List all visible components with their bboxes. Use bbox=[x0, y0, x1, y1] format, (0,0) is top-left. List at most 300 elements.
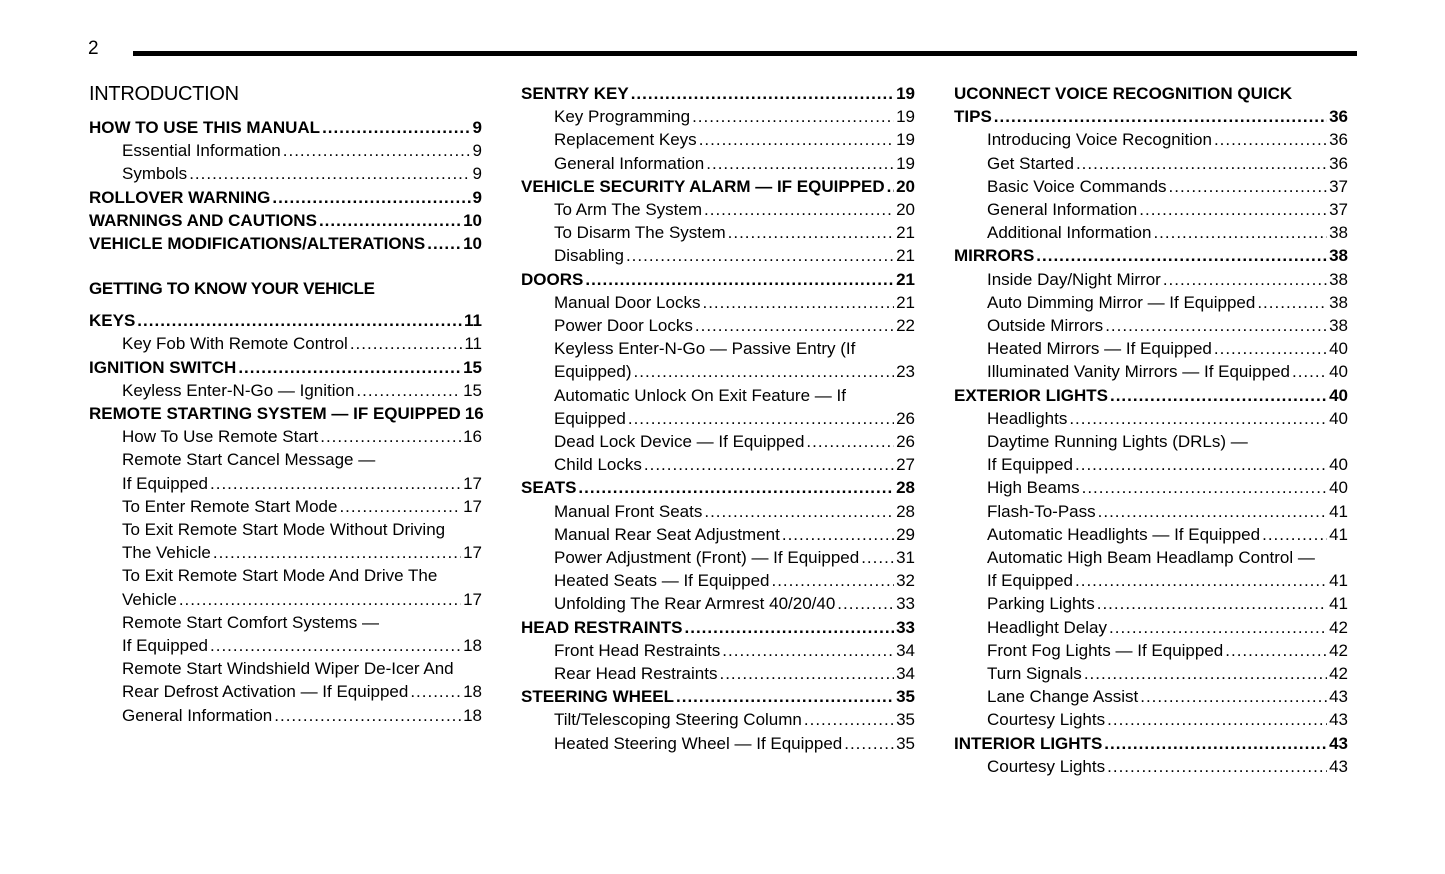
dot-leader bbox=[702, 291, 894, 314]
toc-entry-page: 11 bbox=[464, 311, 482, 331]
toc-entry-page: 43 bbox=[1329, 756, 1348, 776]
toc-entry[interactable] bbox=[521, 105, 915, 128]
toc-entry-page: 38 bbox=[1329, 269, 1348, 289]
dot-leader bbox=[1214, 128, 1327, 151]
toc-entry-label: Rear Head Restraints bbox=[554, 664, 718, 684]
toc-entry-label: If Equipped bbox=[987, 571, 1074, 591]
toc-entry-page: 18 bbox=[463, 682, 482, 702]
dot-leader bbox=[320, 425, 461, 448]
toc-entry-page: 40 bbox=[1329, 408, 1348, 428]
toc-entry-label: Manual Door Locks bbox=[554, 292, 701, 312]
toc-entry[interactable] bbox=[89, 588, 482, 611]
toc-entry-label: How To Use Remote Start bbox=[122, 427, 319, 447]
toc-entry-label: Additional Information bbox=[987, 223, 1152, 243]
toc-entry-label: Key Programming bbox=[554, 107, 691, 127]
toc-entry-page: 17 bbox=[463, 496, 482, 516]
toc-entry[interactable] bbox=[89, 402, 482, 425]
toc-entry-label: Outside Mirrors bbox=[987, 316, 1104, 336]
dot-leader bbox=[837, 592, 894, 615]
toc-entry-page: 21 bbox=[896, 292, 915, 312]
dot-leader bbox=[1139, 198, 1327, 221]
toc-entry-page: 10 bbox=[463, 234, 482, 254]
dot-leader bbox=[861, 546, 894, 569]
toc-entry-label: If Equipped bbox=[987, 455, 1074, 475]
toc-entry[interactable] bbox=[954, 221, 1348, 244]
toc-entry-label: Introducing Voice Recognition bbox=[987, 130, 1212, 150]
toc-entry-label: Courtesy Lights bbox=[987, 710, 1106, 730]
dot-leader bbox=[1036, 244, 1327, 267]
dot-leader bbox=[782, 523, 894, 546]
toc-entry-label: Equipped bbox=[554, 408, 626, 428]
toc-entry-page: 41 bbox=[1329, 524, 1348, 544]
toc-entry-line[interactable]: Keyless Enter-N-Go — Passive Entry (If bbox=[554, 339, 856, 359]
toc-entry-label: The Vehicle bbox=[122, 543, 211, 563]
dot-leader bbox=[994, 105, 1327, 128]
toc-entry-page: 42 bbox=[1329, 617, 1348, 637]
toc-entry-page: 38 bbox=[1329, 316, 1348, 336]
toc-entry[interactable] bbox=[954, 569, 1348, 592]
toc-entry[interactable] bbox=[521, 453, 915, 476]
toc-entry[interactable] bbox=[89, 116, 482, 139]
toc-entry-label: Dead Lock Device — If Equipped bbox=[554, 432, 805, 452]
dot-leader bbox=[887, 175, 894, 198]
toc-entry-label: IGNITION SWITCH bbox=[89, 357, 237, 377]
toc-entry[interactable] bbox=[89, 232, 482, 255]
toc-entry-label: KEYS bbox=[89, 311, 136, 331]
toc-entry-page: 16 bbox=[464, 404, 484, 424]
toc-entry-label: To Arm The System bbox=[554, 200, 703, 220]
toc-entry-page: 9 bbox=[472, 187, 482, 207]
toc-entry[interactable] bbox=[954, 291, 1348, 314]
toc-entry[interactable] bbox=[521, 500, 915, 523]
toc-entry[interactable] bbox=[954, 337, 1348, 360]
toc-entry-label: Child Locks bbox=[554, 455, 642, 475]
dot-leader bbox=[238, 356, 461, 379]
toc-entry-label: WARNINGS AND CAUTIONS bbox=[89, 210, 317, 230]
toc-entry-label: VEHICLE SECURITY ALARM — IF EQUIPPED bbox=[521, 176, 885, 196]
toc-entry[interactable] bbox=[954, 453, 1348, 476]
toc-entry[interactable] bbox=[521, 152, 915, 175]
dot-leader bbox=[676, 685, 894, 708]
dot-leader bbox=[728, 221, 894, 244]
toc-entry-page: 35 bbox=[896, 710, 915, 730]
toc-entry-page: 34 bbox=[896, 640, 915, 660]
dot-leader bbox=[719, 662, 894, 685]
dot-leader bbox=[350, 332, 463, 355]
toc-entry-page: 9 bbox=[472, 118, 482, 137]
toc-entry[interactable] bbox=[89, 634, 482, 657]
dot-leader bbox=[771, 569, 894, 592]
toc-entry-page: 19 bbox=[896, 107, 915, 127]
toc-entry[interactable] bbox=[521, 198, 915, 221]
toc-entry-page: 41 bbox=[1329, 501, 1348, 521]
toc-entry[interactable] bbox=[89, 541, 482, 564]
toc-entry-page: 28 bbox=[896, 501, 915, 521]
toc-entry-page: 41 bbox=[1329, 571, 1348, 591]
toc-entry[interactable] bbox=[954, 175, 1348, 198]
toc-entry[interactable] bbox=[521, 128, 915, 151]
toc-entry[interactable] bbox=[954, 523, 1348, 546]
toc-entry[interactable] bbox=[89, 704, 482, 727]
toc-entry[interactable] bbox=[521, 291, 915, 314]
dot-leader bbox=[1069, 407, 1327, 430]
toc-entry[interactable] bbox=[89, 139, 482, 162]
toc-entry-label: To Disarm The System bbox=[554, 223, 726, 243]
toc-entry-label: SEATS bbox=[521, 478, 577, 498]
dot-leader bbox=[1076, 152, 1327, 175]
toc-entry[interactable] bbox=[521, 476, 915, 499]
toc-entry-page: 21 bbox=[896, 246, 915, 266]
toc-entry[interactable] bbox=[521, 685, 915, 708]
toc-entry-page: 19 bbox=[896, 130, 915, 150]
toc-entry[interactable] bbox=[954, 685, 1348, 708]
dot-leader bbox=[585, 268, 894, 291]
dot-leader bbox=[189, 162, 470, 185]
dot-leader bbox=[1109, 616, 1327, 639]
toc-entry-page: 27 bbox=[896, 455, 915, 475]
dot-leader bbox=[722, 639, 894, 662]
toc-entry[interactable] bbox=[954, 500, 1348, 523]
dot-leader bbox=[706, 152, 894, 175]
toc-entry[interactable] bbox=[954, 662, 1348, 685]
toc-entry[interactable] bbox=[954, 592, 1348, 615]
dot-leader bbox=[272, 186, 470, 209]
dot-leader bbox=[1257, 291, 1327, 314]
toc-entry-page: 18 bbox=[463, 705, 482, 725]
toc-entry-label: Courtesy Lights bbox=[987, 756, 1106, 776]
toc-entry-page: 20 bbox=[896, 176, 915, 196]
toc-entry[interactable] bbox=[521, 523, 915, 546]
header-rule bbox=[133, 51, 1357, 56]
toc-entry-page: 40 bbox=[1329, 362, 1348, 382]
toc-entry-label: Key Fob With Remote Control bbox=[122, 334, 348, 354]
toc-entry[interactable] bbox=[954, 616, 1348, 639]
toc-entry-page: 42 bbox=[1329, 640, 1348, 660]
toc-entry[interactable] bbox=[954, 476, 1348, 499]
toc-entry-page: 23 bbox=[896, 362, 915, 382]
toc-entry-label: ROLLOVER WARNING bbox=[89, 187, 271, 207]
dot-leader bbox=[1140, 685, 1327, 708]
dot-leader bbox=[137, 309, 462, 332]
toc-entry-page: 18 bbox=[463, 636, 482, 656]
toc-entry-page: 34 bbox=[896, 664, 915, 684]
toc-entry[interactable] bbox=[89, 309, 482, 332]
toc-entry[interactable] bbox=[521, 430, 915, 453]
toc-entry-page: 43 bbox=[1329, 687, 1348, 707]
toc-entry-label: Tilt/Telescoping Steering Column bbox=[554, 710, 802, 730]
dot-leader bbox=[1262, 523, 1327, 546]
toc-entry-label: Inside Day/Night Mirror bbox=[987, 269, 1161, 289]
toc-entry-page: 17 bbox=[463, 589, 482, 609]
toc-entry-label: Equipped) bbox=[554, 362, 632, 382]
toc-entry[interactable] bbox=[954, 268, 1348, 291]
toc-entry-label: REMOTE STARTING SYSTEM — IF EQUIPPED bbox=[89, 404, 461, 424]
toc-entry[interactable] bbox=[521, 708, 915, 731]
dot-leader bbox=[806, 430, 894, 453]
dot-leader bbox=[1214, 337, 1327, 360]
dot-leader bbox=[1105, 314, 1327, 337]
toc-entry-label: Front Fog Lights — If Equipped bbox=[987, 640, 1224, 660]
toc-entry-label: Auto Dimming Mirror — If Equipped bbox=[987, 292, 1256, 312]
toc-entry-label: High Beams bbox=[987, 478, 1080, 498]
toc-entry[interactable] bbox=[89, 379, 482, 402]
toc-entry-line[interactable]: UCONNECT VOICE RECOGNITION QUICK bbox=[954, 84, 1293, 103]
toc-entry-label: Get Started bbox=[987, 153, 1074, 173]
toc-entry[interactable] bbox=[954, 732, 1348, 755]
toc-entry-page: 26 bbox=[896, 408, 915, 428]
toc-entry-label: Parking Lights bbox=[987, 594, 1095, 614]
toc-entry-label: Lane Change Assist bbox=[987, 687, 1139, 707]
toc-entry-page: 32 bbox=[896, 571, 915, 591]
toc-entry[interactable] bbox=[521, 268, 915, 291]
dot-leader bbox=[804, 708, 894, 731]
toc-entry-page: 43 bbox=[1329, 710, 1348, 730]
toc-entry-label: Essential Information bbox=[122, 141, 281, 161]
dot-leader bbox=[704, 198, 894, 221]
toc-entry-page: 40 bbox=[1329, 455, 1348, 475]
toc-entry-label: Headlight Delay bbox=[987, 617, 1108, 637]
toc-entry-label: VEHICLE MODIFICATIONS/ALTERATIONS bbox=[89, 234, 426, 254]
toc-entry-page: 10 bbox=[463, 210, 482, 230]
dot-leader bbox=[322, 116, 470, 139]
toc-entry-label: Power Door Locks bbox=[554, 316, 693, 336]
toc-entry[interactable] bbox=[521, 221, 915, 244]
toc-entry[interactable] bbox=[89, 356, 482, 379]
toc-entry-page: 43 bbox=[1329, 733, 1348, 753]
toc-entry-label: Flash-To-Pass bbox=[987, 501, 1096, 521]
toc-entry-page: 9 bbox=[472, 164, 482, 184]
dot-leader bbox=[1292, 360, 1327, 383]
dot-leader bbox=[1169, 175, 1328, 198]
toc-entry-label: To Enter Remote Start Mode bbox=[122, 496, 338, 516]
toc-entry-label: Rear Defrost Activation — If Equipped bbox=[122, 682, 409, 702]
toc-entry-label: SENTRY KEY bbox=[521, 84, 629, 103]
toc-entry-label: HEAD RESTRAINTS bbox=[521, 617, 683, 637]
dot-leader bbox=[695, 314, 894, 337]
dot-leader bbox=[685, 616, 895, 639]
toc-entry[interactable] bbox=[954, 755, 1348, 778]
toc-entry-page: 36 bbox=[1329, 107, 1348, 127]
toc-entry[interactable] bbox=[521, 407, 915, 430]
toc-entry-line[interactable]: Daytime Running Lights (DRLs) — bbox=[987, 432, 1248, 452]
toc-entry-page: 36 bbox=[1329, 130, 1348, 150]
toc-entry[interactable] bbox=[521, 360, 915, 383]
toc-entry[interactable] bbox=[89, 162, 482, 185]
toc-entry[interactable] bbox=[521, 546, 915, 569]
toc-entry-label: Keyless Enter-N-Go — Ignition bbox=[122, 380, 355, 400]
dot-leader bbox=[319, 209, 461, 232]
toc-entry-line[interactable]: To Exit Remote Start Mode Without Driving bbox=[122, 520, 446, 540]
dot-leader bbox=[628, 407, 894, 430]
toc-entry-label: General Information bbox=[554, 153, 705, 173]
toc-entry[interactable] bbox=[89, 186, 482, 209]
toc-entry[interactable] bbox=[521, 616, 915, 639]
toc-entry[interactable] bbox=[954, 639, 1348, 662]
toc-entry[interactable] bbox=[89, 680, 482, 703]
dot-leader bbox=[1163, 268, 1327, 291]
dot-leader bbox=[634, 360, 895, 383]
toc-entry-line[interactable]: Remote Start Comfort Systems — bbox=[122, 612, 379, 632]
toc-entry[interactable] bbox=[521, 314, 915, 337]
dot-leader bbox=[1084, 662, 1327, 685]
dot-leader bbox=[210, 634, 461, 657]
dot-leader bbox=[1075, 569, 1327, 592]
toc-entry-page: 36 bbox=[1329, 153, 1348, 173]
toc-entry[interactable] bbox=[89, 425, 482, 448]
toc-entry-label: Basic Voice Commands bbox=[987, 176, 1167, 196]
dot-leader bbox=[356, 379, 461, 402]
toc-entry-page: 21 bbox=[896, 269, 915, 289]
toc-entry-page: 15 bbox=[463, 380, 482, 400]
dot-leader bbox=[1110, 384, 1327, 407]
page-number: 2 bbox=[88, 38, 99, 59]
dot-leader bbox=[1098, 500, 1327, 523]
dot-leader bbox=[427, 232, 461, 255]
toc-entry-label: Turn Signals bbox=[987, 664, 1082, 684]
toc-entry-page: 33 bbox=[896, 617, 915, 637]
dot-leader bbox=[578, 476, 894, 499]
toc-entry-label: Manual Rear Seat Adjustment bbox=[554, 524, 780, 544]
toc-entry-label: Disabling bbox=[554, 246, 624, 266]
toc-entry-page: 38 bbox=[1329, 223, 1348, 243]
toc-entry-label: MIRRORS bbox=[954, 246, 1035, 266]
toc-entry-label: Manual Front Seats bbox=[554, 501, 703, 521]
toc-column-1 bbox=[89, 82, 482, 727]
dot-leader bbox=[274, 704, 461, 727]
dot-leader bbox=[704, 500, 894, 523]
toc-entry-page: 40 bbox=[1329, 339, 1348, 359]
toc-entry-page: 20 bbox=[896, 200, 915, 220]
toc-entry-page: 38 bbox=[1329, 246, 1348, 266]
dot-leader bbox=[1104, 732, 1327, 755]
toc-entry[interactable] bbox=[954, 360, 1348, 383]
toc-entry[interactable] bbox=[89, 332, 482, 355]
toc-entry[interactable] bbox=[954, 384, 1348, 407]
toc-entry-page: 35 bbox=[896, 687, 915, 707]
toc-entry-label: Illuminated Vanity Mirrors — If Equipped bbox=[987, 362, 1290, 382]
toc-entry-line[interactable]: Automatic High Beam Headlamp Control — bbox=[987, 548, 1315, 568]
toc-entry-label: HOW TO USE THIS MANUAL bbox=[89, 118, 321, 137]
toc-entry-page: 40 bbox=[1329, 385, 1348, 405]
toc-entry-line[interactable]: Automatic Unlock On Exit Feature — If bbox=[554, 385, 846, 405]
toc-entry-page: 15 bbox=[463, 357, 482, 377]
toc-entry-label: TIPS bbox=[954, 107, 992, 127]
toc-entry-page: 11 bbox=[464, 334, 482, 354]
toc-entry-page: 37 bbox=[1329, 200, 1348, 220]
toc-entry[interactable] bbox=[89, 495, 482, 518]
dot-leader bbox=[644, 453, 894, 476]
dot-leader bbox=[1225, 639, 1327, 662]
toc-entry-page: 35 bbox=[896, 733, 915, 753]
toc-entry-page: 22 bbox=[896, 316, 915, 336]
toc-entry[interactable] bbox=[521, 639, 915, 662]
toc-entry-label: STEERING WHEEL bbox=[521, 687, 675, 707]
toc-entry-label: Replacement Keys bbox=[554, 130, 697, 150]
section-title-introduction: INTRODUCTION bbox=[89, 83, 239, 105]
toc-entry-page: 9 bbox=[472, 141, 482, 161]
toc-entry[interactable] bbox=[954, 152, 1348, 175]
toc-entry[interactable] bbox=[954, 105, 1348, 128]
toc-entry-page: 38 bbox=[1329, 292, 1348, 312]
toc-column-2 bbox=[521, 82, 915, 755]
toc-entry-label: Front Head Restraints bbox=[554, 640, 721, 660]
toc-entry[interactable] bbox=[521, 732, 915, 755]
toc-entry[interactable] bbox=[521, 592, 915, 615]
dot-leader bbox=[1082, 476, 1327, 499]
toc-entry[interactable] bbox=[89, 472, 482, 495]
toc-entry-label: Unfolding The Rear Armrest 40/20/40 bbox=[554, 594, 836, 614]
toc-entry-label: If Equipped bbox=[122, 473, 209, 493]
toc-entry-label: If Equipped bbox=[122, 636, 209, 656]
toc-entry-label: Heated Mirrors — If Equipped bbox=[987, 339, 1212, 359]
dot-leader bbox=[626, 244, 894, 267]
toc-entry[interactable] bbox=[521, 244, 915, 267]
toc-entry[interactable] bbox=[521, 175, 915, 198]
toc-entry-page: 26 bbox=[896, 432, 915, 452]
toc-entry-page: 16 bbox=[463, 427, 482, 447]
toc-entry-page: 40 bbox=[1329, 478, 1348, 498]
toc-entry-label: Heated Steering Wheel — If Equipped bbox=[554, 733, 843, 753]
dot-leader bbox=[283, 139, 471, 162]
toc-entry-page: 42 bbox=[1329, 664, 1348, 684]
toc-entry-page: 17 bbox=[463, 543, 482, 563]
toc-entry[interactable] bbox=[954, 314, 1348, 337]
dot-leader bbox=[410, 680, 461, 703]
toc-entry[interactable] bbox=[521, 82, 915, 105]
toc-entry-label: Heated Seats — If Equipped bbox=[554, 571, 770, 591]
toc-entry-page: 17 bbox=[463, 473, 482, 493]
toc-entry-label: Headlights bbox=[987, 408, 1068, 428]
toc-entry-page: 31 bbox=[896, 548, 915, 568]
toc-entry-page: 29 bbox=[896, 524, 915, 544]
toc-entry-line[interactable]: Remote Start Cancel Message — bbox=[122, 450, 376, 470]
dot-leader bbox=[179, 588, 461, 611]
toc-entry[interactable] bbox=[954, 244, 1348, 267]
toc-entry[interactable] bbox=[89, 209, 482, 232]
toc-entry-label: General Information bbox=[987, 200, 1138, 220]
dot-leader bbox=[699, 128, 894, 151]
toc-entry-label: General Information bbox=[122, 705, 273, 725]
toc-entry-label: Vehicle bbox=[122, 589, 177, 609]
toc-entry-label: Automatic Headlights — If Equipped bbox=[987, 524, 1261, 544]
dot-leader bbox=[631, 82, 894, 105]
dot-leader bbox=[213, 541, 461, 564]
toc-entry[interactable] bbox=[954, 198, 1348, 221]
dot-leader bbox=[692, 105, 894, 128]
toc-entry[interactable] bbox=[954, 128, 1348, 151]
dot-leader bbox=[210, 472, 461, 495]
toc-entry-label: Symbols bbox=[122, 164, 188, 184]
dot-leader bbox=[1153, 221, 1327, 244]
toc-entry[interactable] bbox=[954, 407, 1348, 430]
dot-leader bbox=[1107, 755, 1327, 778]
dot-leader bbox=[1075, 453, 1327, 476]
toc-entry[interactable] bbox=[954, 708, 1348, 731]
toc-entry-label: INTERIOR LIGHTS bbox=[954, 733, 1103, 753]
toc-entry[interactable] bbox=[521, 569, 915, 592]
toc-entry-label: DOORS bbox=[521, 269, 584, 289]
toc-column-3 bbox=[954, 82, 1348, 778]
section-title-getting-to-know: GETTING TO KNOW YOUR VEHICLE bbox=[89, 279, 375, 299]
toc-entry[interactable] bbox=[521, 662, 915, 685]
toc-entry-label: EXTERIOR LIGHTS bbox=[954, 385, 1108, 405]
dot-leader bbox=[844, 732, 894, 755]
toc-entry-page: 21 bbox=[896, 223, 915, 243]
dot-leader bbox=[339, 495, 461, 518]
toc-entry-page: 28 bbox=[896, 478, 915, 498]
toc-entry-line[interactable]: Remote Start Windshield Wiper De-Icer And bbox=[122, 659, 454, 679]
toc-entry-line[interactable]: To Exit Remote Start Mode And Drive The bbox=[122, 566, 438, 586]
